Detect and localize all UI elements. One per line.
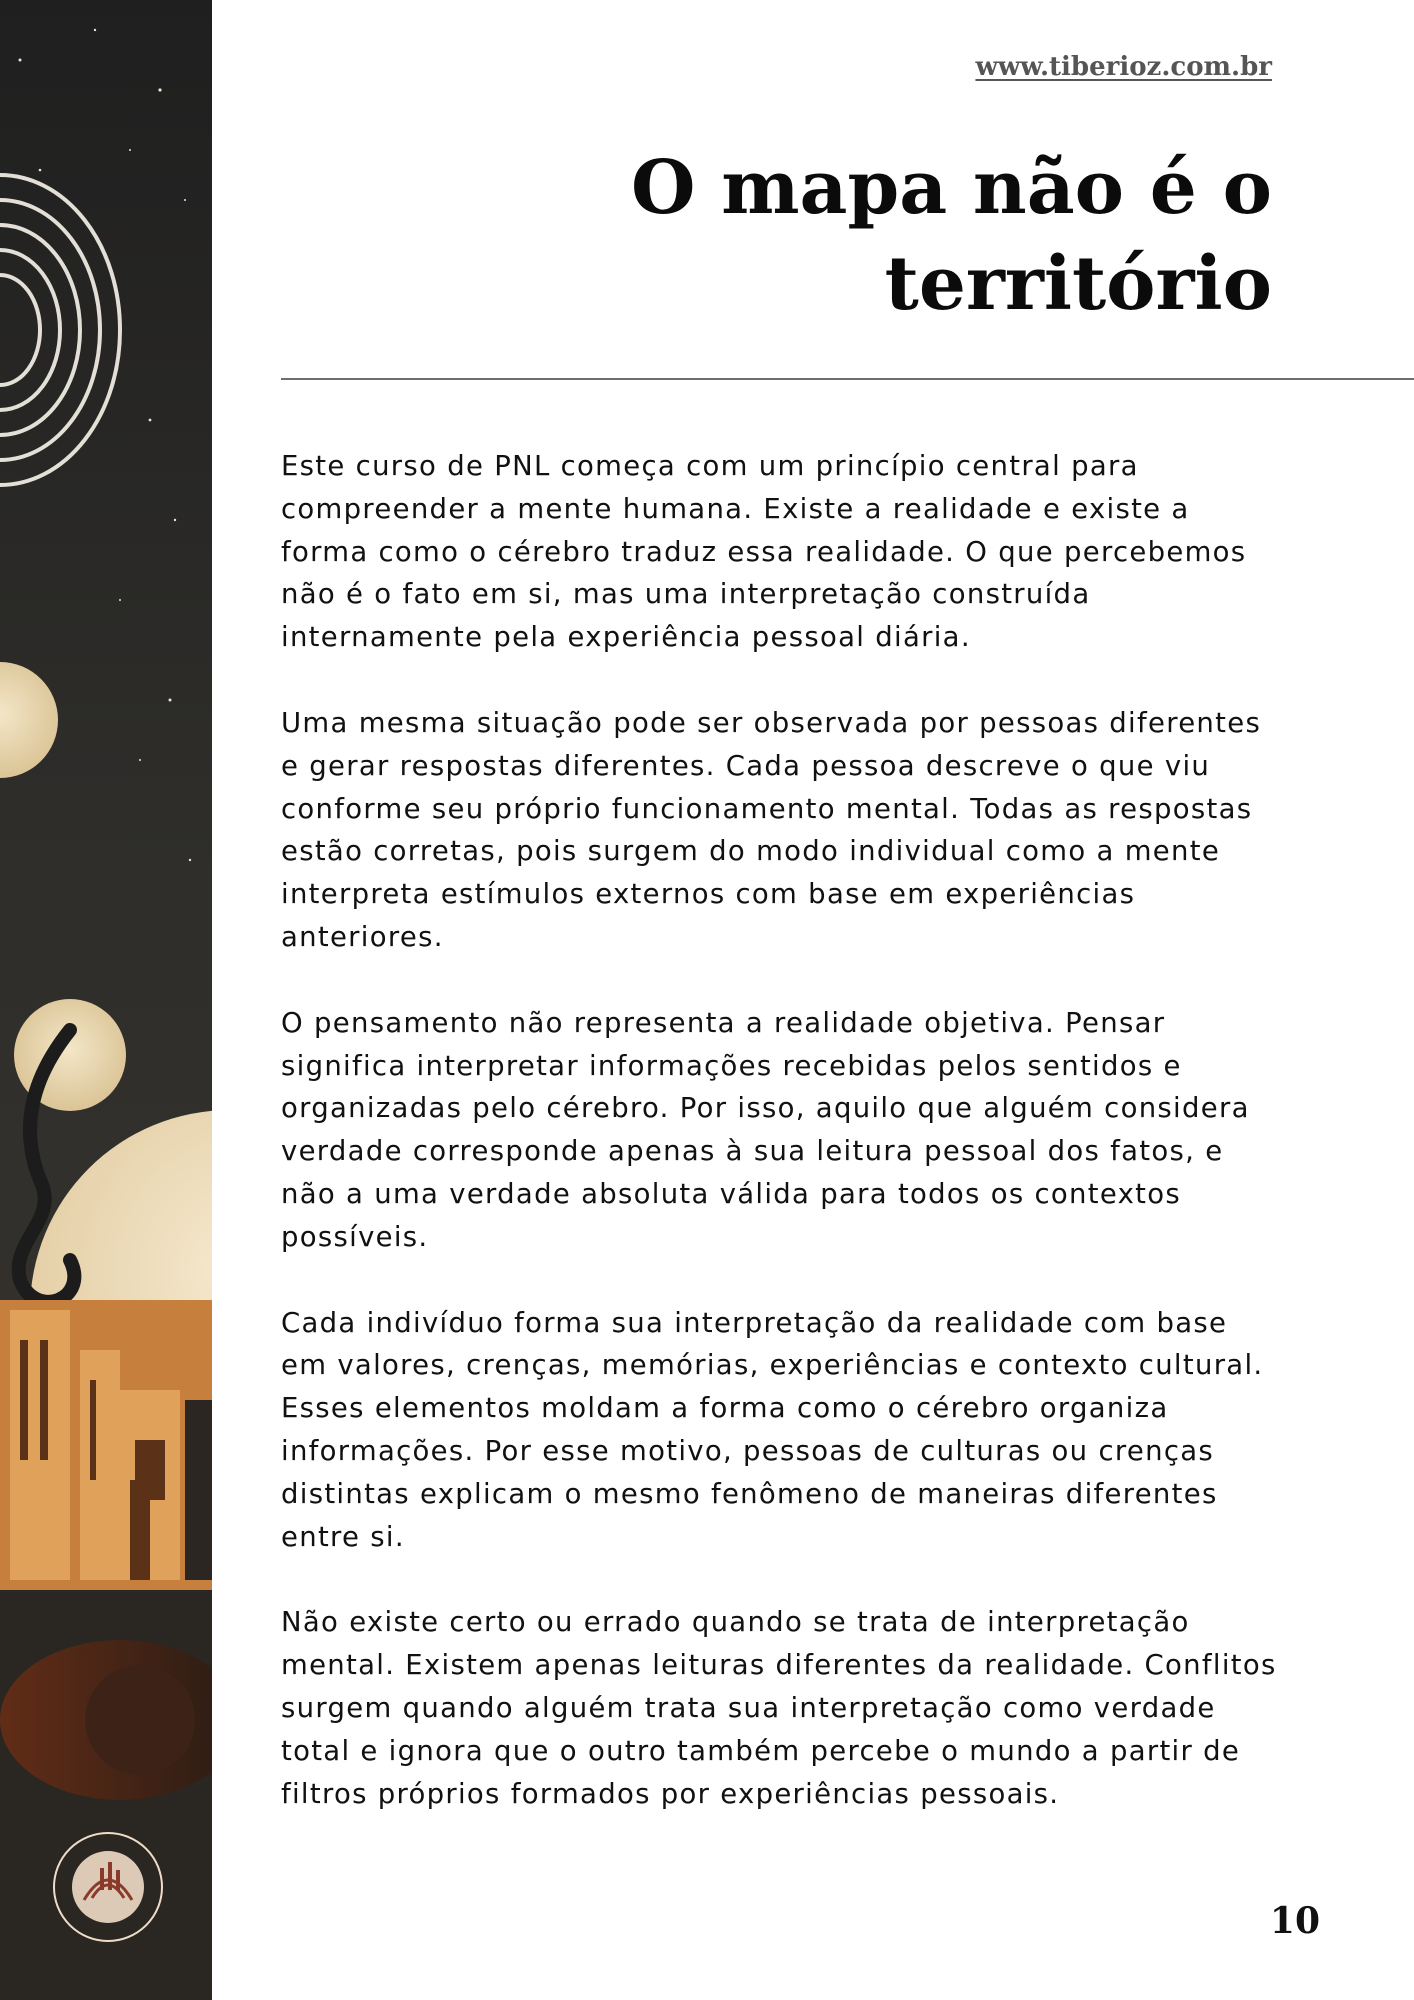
title-line-2: território — [884, 241, 1272, 327]
paragraph-1: Este curso de PNL começa com um princípio central para compreender a mente humana. Existe a realidade e existe a forma como o cérebro traduz essa realidade. O que percebemos não é o fato em si, mas uma interpretação construída internamente pela experiência pessoal diária. — [281, 450, 1247, 654]
page-title — [512, 140, 1272, 332]
paragraph-3: O pensamento não representa a realidade objetiva. Pensar significa interpretar informações recebidas pelos sentidos e organizadas pelo cérebro. Por isso, aquilo que alguém considera verdade corresponde apenas à sua leitura pessoal dos fatos, e não a uma verdade absoluta válida para todos os contextos possíveis. — [281, 1006, 1250, 1253]
paragraph-4: Cada indivíduo forma sua interpretação da realidade com base em valores, crenças, memórias, experiências e contexto cultural. Esses elementos moldam a forma como o cérebro organiza informações. Por esse motivo, pessoas de culturas ou crenças distintas explicam o mesmo fenômeno de maneiras diferentes entre si. — [281, 1306, 1264, 1553]
paragraph-5: Não existe certo ou errado quando se trata de interpretação mental. Existem apenas leituras diferentes da realidade. Conflitos surgem quando alguém trata sua interpretação como verdade total e ignora que o outro também percebe o mundo a partir de filtros próprios formados por experiências pessoais. — [281, 1606, 1277, 1810]
title-line-1: O mapa não é o — [631, 145, 1272, 231]
side-artwork — [0, 0, 212, 2000]
paragraph-2: Uma mesma situação pode ser observada por pessoas diferentes e gerar respostas diferentes. Cada pessoa descreve o que viu conforme seu próprio funcionamento mental. Todas as respostas estão corretas, pois surgem do modo individual como a mente interpreta estímulos externos com base em experiências anteriores. — [281, 706, 1262, 953]
title-divider — [281, 378, 1414, 380]
page-number: 10 — [1269, 1900, 1320, 1942]
website-link[interactable]: www.tiberioz.com.br — [975, 52, 1272, 82]
body-text — [281, 445, 1281, 1858]
